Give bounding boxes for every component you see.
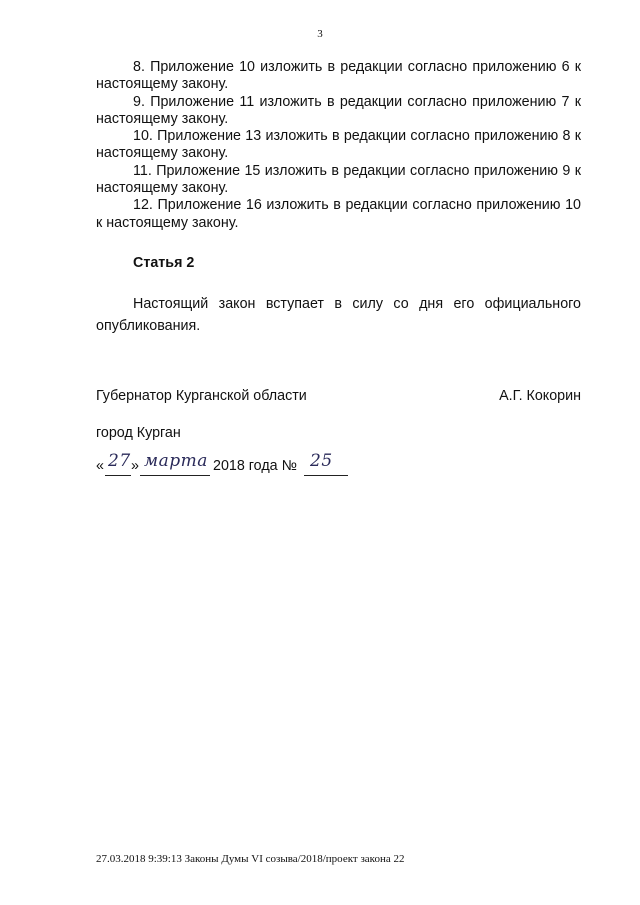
amendment-item: 8. Приложение 10 изложить в редакции согласно приложению 6 к настоящему закону.	[96, 59, 581, 93]
open-quote: «	[96, 458, 104, 474]
page-number: 3	[317, 28, 323, 40]
day-underline	[105, 475, 131, 476]
footer-file-path: 27.03.2018 9:39:13 Законы Думы VI созыва/2018/проект закона 22	[96, 853, 405, 865]
article-text: Настоящий закон вступает в силу со дня его официального опубликования.	[96, 296, 581, 334]
number-underline	[304, 475, 348, 476]
signature-block	[96, 388, 581, 408]
signatory-title: Губернатор Курганской области	[96, 388, 307, 404]
year-and-number-label: 2018 года №	[213, 458, 297, 474]
amendment-item: 11. Приложение 15 изложить в редакции согласно приложению 9 к настоящему закону.	[96, 162, 581, 197]
amendment-item: 12. Приложение 16 изложить в редакции согласно приложению 10 к настоящему закону.	[96, 197, 581, 231]
close-quote: »	[131, 458, 139, 474]
date-line	[96, 451, 396, 484]
amendment-item: 10. Приложение 13 изложить в редакции согласно приложению 8 к настоящему закону.	[96, 128, 581, 162]
handwritten-day: 27	[108, 451, 131, 471]
handwritten-month: марта	[144, 451, 208, 471]
city-line: город Курган	[96, 425, 181, 441]
month-underline	[140, 475, 210, 476]
signatory-name: А.Г. Кокорин	[499, 388, 581, 404]
amendment-item: 9. Приложение 11 изложить в редакции согласно приложению 7 к настоящему закону.	[96, 93, 581, 127]
handwritten-number: 25	[310, 451, 333, 471]
amendment-list	[96, 59, 581, 232]
article-heading: Статья 2	[133, 255, 195, 271]
